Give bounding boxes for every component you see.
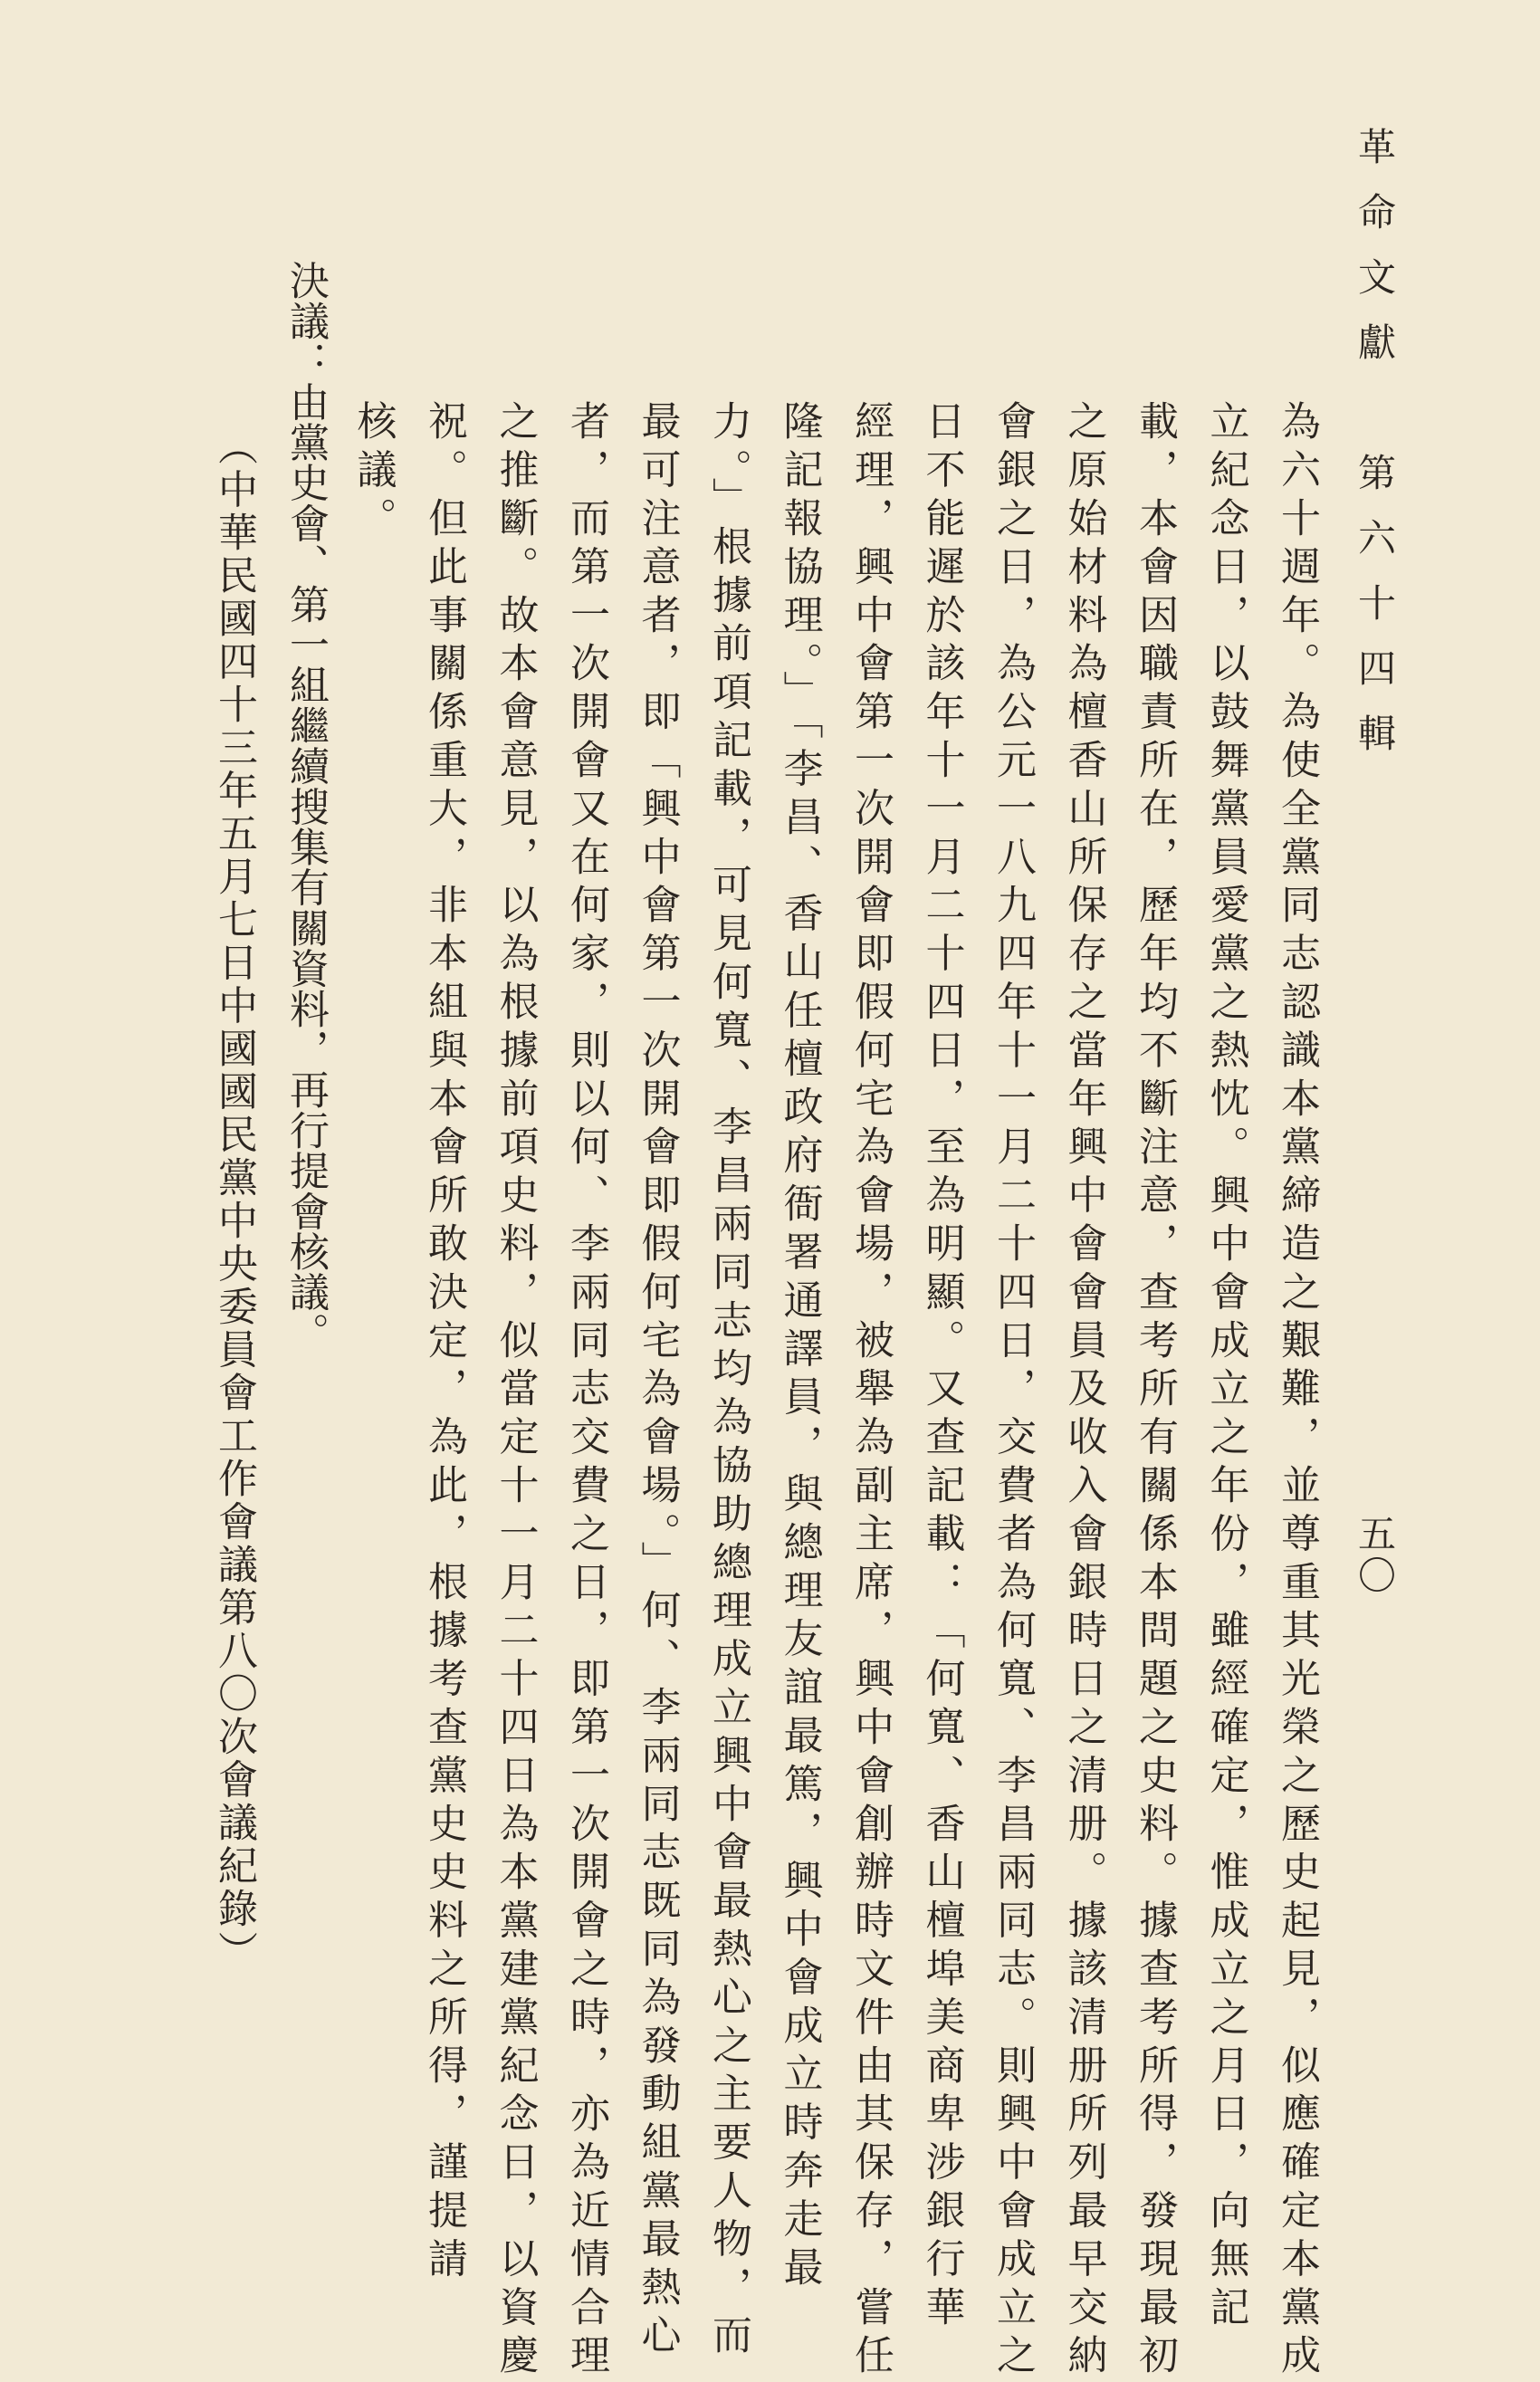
text-column: 祝。但此事關係重大，非本組與本會所敢決定，為此，根據考查黨史史料之所得，謹提請 xyxy=(421,400,467,2286)
running-header-book-title: 革命文獻 第六十四輯 xyxy=(1353,127,1397,779)
text-column: 最可注意者，即「興中會第一次開會即假何宅為會場。」何、李兩同志既同為發動組黨最熱心 xyxy=(634,400,681,2363)
resolution-text: 決議：由黨史會、第一組繼續搜集有關資料，再行提會核議。 xyxy=(282,260,329,1353)
text-column: 會銀之日，為公元一八九四年十一月二十四日，交費者為何寬、李昌兩同志。則興中會成立之 xyxy=(990,400,1036,2382)
text-column: 核議。 xyxy=(349,400,397,546)
source-note: （中華民國四十三年五月七日中國國民黨中央委員會工作會議第八〇次會議紀錄） xyxy=(211,426,257,1974)
text-column: 隆記報協理。」「李昌、香山任檀政府衙署通譯員，與總理友誼最篤，興中會成立時奔走最 xyxy=(776,400,823,2294)
page-number: 五〇 xyxy=(1353,1514,1397,1597)
text-column: 立紀念日，以鼓舞黨員愛黨之熱忱。興中會成立之年份，雖經確定，惟成立之月日，向無記 xyxy=(1202,400,1249,2334)
text-column: 之原始材料為檀香山所保存之當年興中會會員及收入會銀時日之清册。據該清册所列最早交納 xyxy=(1060,400,1107,2382)
text-column: 載，本會因職責所在，歷年均不斷注意，查考所有關係本問題之史料。據查考所得，發現最初 xyxy=(1132,400,1178,2382)
text-column: 日不能遲於該年十一月二十四日，至為明顯。又查記載：「何寬、香山檀埠美商卑涉銀行華 xyxy=(918,400,965,2334)
text-column: 經理，興中會第一次開會即假何宅為會場，被舉為副主席，興中會創辦時文件由其保存，嘗任 xyxy=(847,400,894,2382)
text-column: 為六十週年。為使全黨同志認識本黨締造之艱難，並尊重其光榮之歷史起見，似應確定本黨成 xyxy=(1274,400,1320,2382)
text-column: 者，而第一次開會又在何家，則以何、李兩同志交費之日，即第一次開會之時，亦為近情合理 xyxy=(563,400,609,2382)
text-column: 之推斷。故本會意見，以為根據前項史料，似當定十一月二十四日為本黨建黨紀念日，以資慶 xyxy=(492,400,539,2382)
text-column: 力。」根據前項記載，可見何寬、李昌兩同志均為協助總理成立興中會最熱心之主要人物，而 xyxy=(705,400,751,2363)
